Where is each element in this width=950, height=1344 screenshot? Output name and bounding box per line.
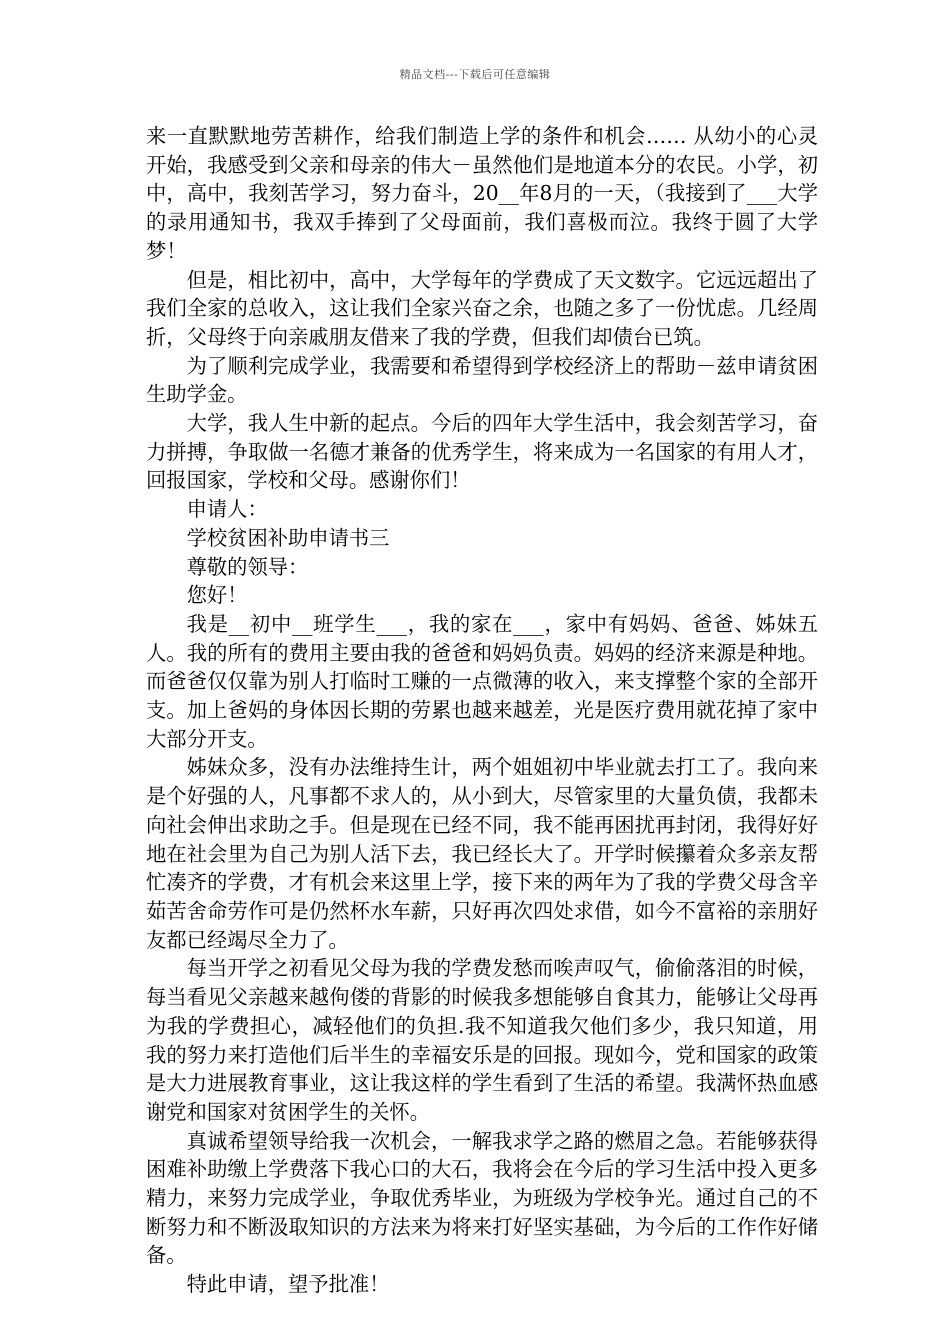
page-header: 精品文档---下载后可任意编辑	[399, 68, 551, 81]
paragraph-commitment: 大学，我人生中新的起点。今后的四年大学生活中，我会刻苦学习，奋力拼搏，争取做一名德才兼备的优秀学生，将来成为一名国家的有用人才，回报国家，学校和父母。感谢你们！	[146, 411, 818, 493]
salutation: 尊敬的领导：	[186, 554, 309, 579]
paragraph-continuation: 来一直默默地劳苦耕作，给我们制造上学的条件和机会…… 从幼小的心灵开始，我感受到父亲和母亲的伟大－虽然他们是地道本分的农民。小学，初中，高中，我刻苦学习，努力奋斗，20__年8月的一天，（我接到了___大学的录用通知书，我双手捧到了父母面前，我们喜极而泣。我终于圆了大学梦！	[146, 124, 818, 263]
section-title: 学校贫困补助申请书三	[186, 525, 390, 550]
greeting: 您好！	[186, 583, 248, 608]
paragraph-hope: 真诚希望领导给我一次机会，一解我求学之路的燃眉之急。若能够获得困难补助缴上学费落下我心口的大石，我将会在今后的学习生活中投入更多精力，来努力完成学业，争取优秀毕业，为班级为学校争光。通过自己的不断努力和不断汲取知识的方法来为将来打好坚实基础，为今后的工作作好储备。	[146, 1128, 818, 1268]
applicant-line: 申请人：	[186, 497, 268, 522]
document-body	[146, 122, 818, 1299]
closing-line: 特此申请，望予批准！	[186, 1272, 390, 1297]
paragraph-request: 为了顺利完成学业，我需要和希望得到学校经济上的帮助－兹申请贫困生助学金。	[146, 353, 818, 407]
paragraph-parents: 每当开学之初看见父母为我的学费发愁而唉声叹气，偷偷落泪的时候，每当看见父亲越来越佝偻的背影的时候我多想能够自食其力，能够让父母再为我的学费担心，减轻他们的负担.我不知道我欠他们多少，我只知道，用我的努力来打造他们后半生的幸福安乐是的回报。现如今，党和国家的政策是大力进展教育事业，这让我这样的学生看到了生活的希望。我满怀热血感谢党和国家对贫困学生的关怀。	[146, 956, 818, 1124]
paragraph-siblings: 姊妹众多，没有办法维持生计，两个姐姐初中毕业就去打工了。我向来是个好强的人，凡事都不求人的，从小到大，尽管家里的大量负债，我都未向社会伸出求助之手。但是现在已经不同，我不能再困扰再封闭，我得好好地在社会里为自己为别人活下去，我已经长大了。开学时候攥着众多亲友帮忙凑齐的学费，才有机会来这里上学，接下来的两年为了我的学费父母含辛茹苦舍命劳作可是仍然杯水车薪，只好再次四处求借，如今不富裕的亲朋好友都已经竭尽全力了。	[146, 755, 818, 952]
paragraph-family: 我是__初中__班学生___，我的家在___，家中有妈妈、爸爸、姊妹五人。我的所有的费用主要由我的爸爸和妈妈负责。妈妈的经济来源是种地。而爸爸仅仅靠为别人打临时工赚的一点微薄的收入，来支撑整个家的全部开支。加上爸妈的身体因长期的劳累也越来越差，光是医疗费用就花掉了家中大部分开支。	[146, 611, 818, 751]
paragraph-tuition: 但是，相比初中，高中，大学每年的学费成了天文数字。它远远超出了我们全家的总收入，这让我们全家兴奋之余，也随之多了一份忧虑。几经周折，父母终于向亲戚朋友借来了我的学费，但我们却债台已筑。	[146, 267, 818, 349]
